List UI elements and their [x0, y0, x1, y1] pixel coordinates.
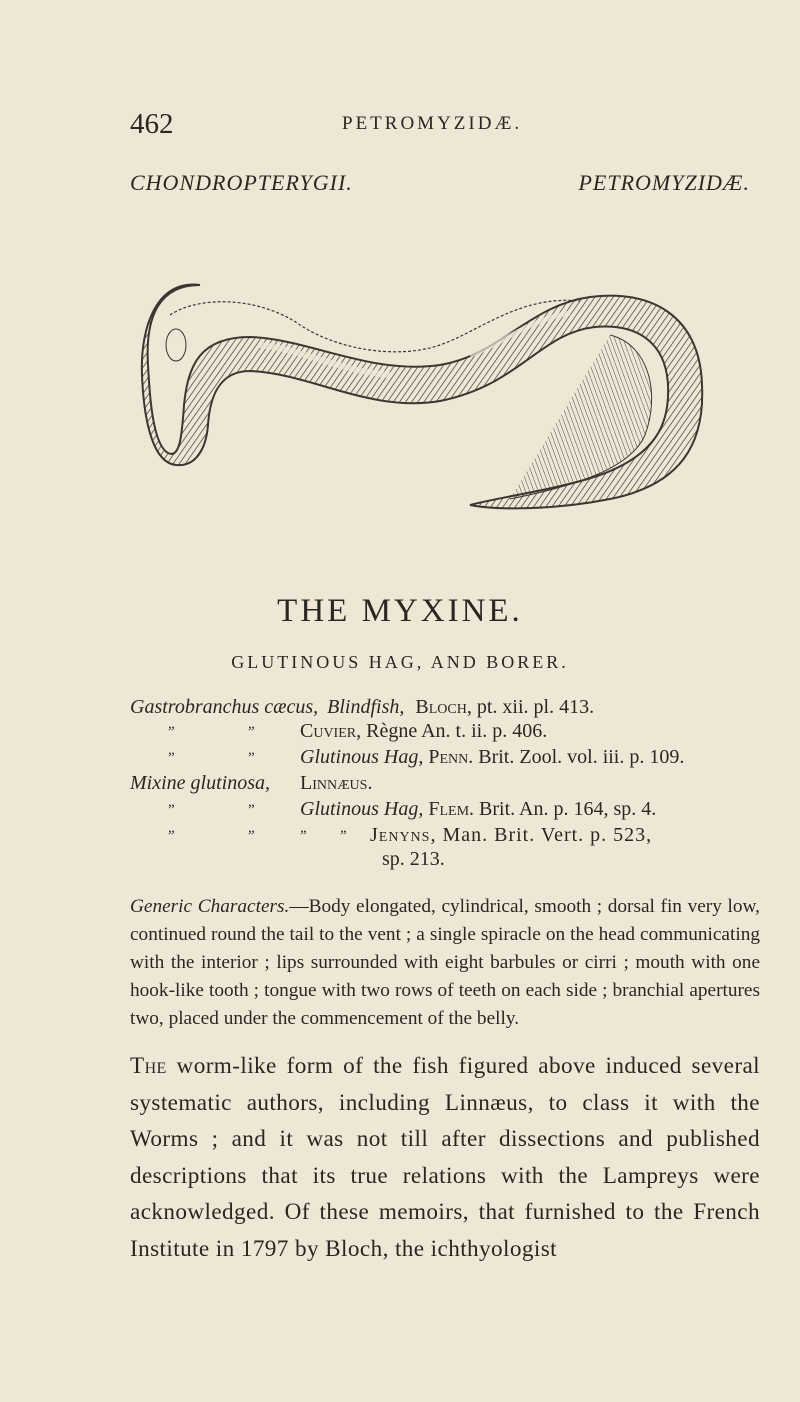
synonym-reference: Brit. An. p. 164, sp. 4.: [479, 798, 657, 820]
synonym-common: Blindfish,: [327, 696, 405, 718]
synonym-name: Mixine glutinosa,: [130, 772, 270, 794]
synonym-line-4: [130, 772, 270, 795]
ditto-mark: ”: [300, 828, 307, 844]
ditto-mark: ”: [340, 828, 347, 844]
synonym-author: Linnæus.: [300, 772, 373, 794]
ditto-mark: ”: [168, 750, 175, 766]
ditto-mark: ”: [168, 724, 175, 740]
page-number: 462: [130, 108, 174, 140]
subtitle: GLUTINOUS HAG, AND BORER.: [231, 652, 569, 672]
synonym-author: Bloch,: [415, 696, 472, 718]
family-name: PETROMYZIDÆ.: [578, 170, 750, 195]
generic-characters-label: Generic Characters.: [130, 896, 290, 917]
ditto-mark: ”: [248, 750, 255, 766]
synonym-common: Glutinous Hag,: [300, 746, 424, 768]
myxine-illustration: [140, 275, 720, 537]
body-text: worm-like form of the fish figured above induced several systematic authors, including Linnæus, to class it with the Worms ; and it was not till after dissections and published descriptions that its true relations with the Lampreys were acknowledged. Of these memoirs, that furnished to the French Institute in 1797 by Bloch, the ichthyologist: [130, 1053, 760, 1262]
synonym-reference: Man. Brit. Vert. p. 523,: [442, 824, 653, 846]
synonym-line-1: [130, 696, 594, 719]
generic-characters-text: —Body elongated, cylindrical, smooth ; dorsal fin very low, continued round the tail to the vent ; a single spiracle on the head communicating with the interior ; lips surrounded with eight barbules or cirri ; mouth with one hook-like tooth ; tongue with two rows of teeth on each side ; branchial apertures two, placed under the commencement of the belly.: [130, 896, 760, 1029]
ditto-mark: ”: [168, 802, 175, 818]
running-head: [130, 108, 690, 142]
synonym-author: Flem.: [428, 798, 475, 820]
body-paragraph: [130, 1048, 760, 1308]
synonym-reference: Brit. Zool. vol. iii. p. 109.: [478, 746, 685, 768]
generic-characters: [130, 893, 760, 1033]
ditto-mark: ”: [168, 828, 175, 844]
ditto-mark: ”: [248, 724, 255, 740]
body-lead: The: [130, 1053, 167, 1079]
order-name: CHONDROPTERYGII.: [130, 170, 353, 195]
synonym-line-6: [370, 824, 652, 847]
synonym-name: Gastrobranchus cæcus,: [130, 696, 319, 718]
running-title: PETROMYZIDÆ.: [342, 113, 523, 134]
synonym-author: Cuvier,: [300, 720, 362, 742]
ditto-mark: ”: [248, 802, 255, 818]
synonym-author: Penn.: [428, 746, 474, 768]
synonym-line-3: [300, 746, 684, 769]
synonym-line-7: [382, 848, 445, 871]
synonym-common: Glutinous Hag,: [300, 798, 424, 820]
synonym-line-5: [300, 798, 656, 821]
synonym-line-2: [300, 720, 547, 743]
classification-line: [130, 170, 750, 200]
synonym-reference: pt. xii. pl. 413.: [476, 696, 595, 718]
ditto-mark: ”: [248, 828, 255, 844]
synonym-author: Jenyns,: [370, 824, 437, 846]
synonym-reference: Règne An. t. ii. p. 406.: [366, 720, 548, 742]
synonym-line-4-author: [300, 772, 372, 795]
main-title: THE MYXINE.: [277, 593, 523, 629]
synonym-reference: sp. 213.: [382, 848, 445, 870]
